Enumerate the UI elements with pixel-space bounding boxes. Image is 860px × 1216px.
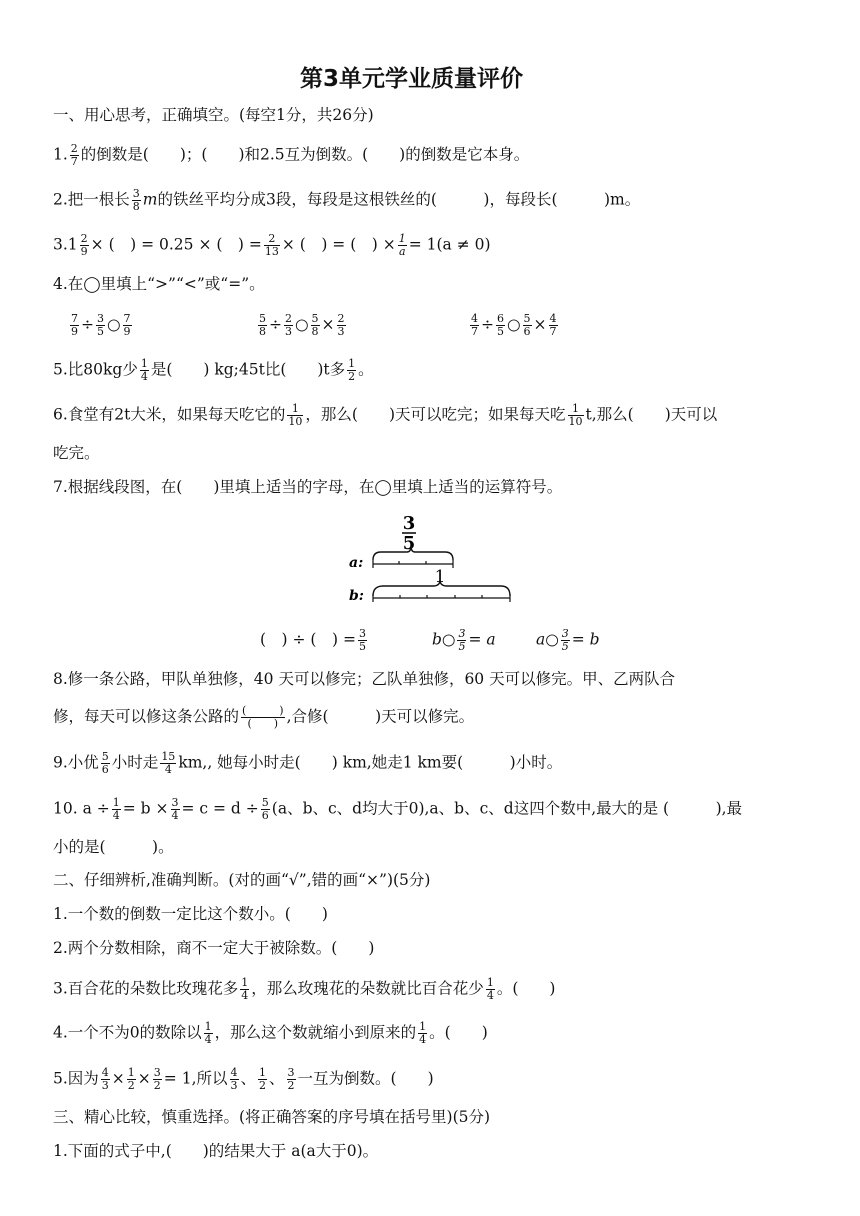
question-1-5: 5.比80kg少 $\frac{1}{4}$ 是( ) kg;45t比( )t多 $\frac{1}{2}$ 。 bbox=[53, 357, 374, 383]
section-2-heading: 二、仔细辨析,准确判断。(对的画“√”,错的画“×”)(5分) bbox=[53, 871, 431, 889]
question-1-7: 7.根据线段图，在( )里填上适当的字母，在◯里填上适当的运算符号。 bbox=[53, 478, 563, 496]
compare-item-c: $\frac{4}{7}$ ÷ $\frac{6}{5}$ ○ $\frac{5}{6}$ × $\frac{4}{7}$ bbox=[471, 312, 557, 338]
question-2-3: 3.百合花的朵数比玫瑰花多 $\frac{1}{4}$ ，那么玫瑰花的朵数就比百合花少 $\frac{1}{4}$ 。( ) bbox=[53, 976, 556, 1002]
page-title: 第3单元学业质量评价 bbox=[300, 66, 524, 92]
diagram-label-b: b: bbox=[349, 588, 364, 604]
line-segment-diagram bbox=[345, 512, 515, 612]
q7-equation-2: b○ $\frac{3}{5}$ = a bbox=[432, 627, 496, 653]
question-1-2: 2.把一根长 $\frac{3}{8}$ m的铁丝平均分成3段，每段是这根铁丝的( )，每段长( )m。 bbox=[53, 187, 641, 213]
section-1-heading: 一、用心思考，正确填空。(每空1分，共26分) bbox=[53, 106, 374, 124]
segment-b bbox=[373, 594, 510, 602]
question-1-6-cont: 吃完。 bbox=[53, 444, 100, 462]
question-1-1: 1. $\frac{2}{7}$ 的倒数是( )；( )和2.5互为倒数。( )的倒数是它本身。 bbox=[53, 142, 530, 168]
diagram-fraction-num: 3 bbox=[402, 513, 416, 534]
question-1-3: 3.1 $\frac{2}{9}$ × ( ) = 0.25 × ( ) = $\frac{2}{13}$ × ( ) = ( ) × $\frac{1}{a}$ = 1(a ≠ 0) bbox=[53, 232, 491, 258]
compare-item-a: $\frac{7}{9}$ ÷ $\frac{3}{5}$ ○ $\frac{7}{9}$ bbox=[71, 312, 131, 338]
compare-circle: ○ bbox=[295, 315, 309, 334]
fraction: $\frac{2}{7}$ bbox=[70, 142, 78, 168]
question-3-1: 1.下面的式子中,( )的结果大于 a(a大于0)。 bbox=[53, 1142, 379, 1160]
question-1-8: 8.修一条公路，甲队单独修，40 天可以修完；乙队单独修，60 天可以修完。甲、乙两队合 bbox=[53, 670, 676, 688]
q7-equation-1: ( ) ÷ ( ) = $\frac{3}{5}$ bbox=[260, 627, 366, 653]
question-1-9: 9.小优 $\frac{5}{6}$ 小时走 $\frac{15}{4}$ km,, 她每小时走( ) km,她走1 km要( )小时。 bbox=[53, 750, 563, 776]
compare-circle: ○ bbox=[107, 315, 121, 334]
question-1-10-cont: 小的是( )。 bbox=[53, 838, 174, 856]
question-2-2: 2.两个分数相除，商不一定大于被除数。( ) bbox=[53, 939, 375, 957]
question-1-4: 4.在◯里填上“>”“<”或“=”。 bbox=[53, 275, 265, 293]
q7-equation-3: a○ $\frac{3}{5}$ = b bbox=[536, 627, 600, 653]
diagram-label-a: a: bbox=[349, 555, 364, 571]
question-2-4: 4.一个不为0的数除以 $\frac{1}{4}$ ，那么这个数就缩小到原来的 $\frac{1}{4}$ 。( ) bbox=[53, 1020, 488, 1046]
compare-circle: ○ bbox=[507, 315, 521, 334]
question-1-8-cont: 修，每天可以修这条公路的 $\frac{( )}{( )}$ ,合修( )天可以修完。 bbox=[53, 704, 475, 730]
question-2-5: 5.因为 $\frac{4}{3}$ × $\frac{1}{2}$ × $\frac{3}{2}$ = 1,所以 $\frac{4}{3}$ 、 $\frac{1}{2}$ 、 $\frac{3}{2}$ 一互为倒数。( ) bbox=[53, 1066, 434, 1092]
question-2-1: 1.一个数的倒数一定比这个数小。( ) bbox=[53, 905, 328, 923]
compare-item-b: $\frac{5}{8}$ ÷ $\frac{2}{3}$ ○ $\frac{5}{8}$ × $\frac{2}{3}$ bbox=[259, 312, 345, 338]
diagram-one-label: 1 bbox=[434, 567, 446, 587]
question-1-6: 6.食堂有2t大米，如果每天吃它的 $\frac{1}{10}$ ，那么( )天可以吃完；如果每天吃 $\frac{1}{10}$ t,那么( )天可以 bbox=[53, 402, 718, 428]
diagram-fraction-den: 5 bbox=[402, 533, 416, 554]
question-1-10: 10. a ÷ $\frac{1}{4}$ = b × $\frac{3}{4}$ = c = d ÷ $\frac{5}{6}$ (a、b、c、d均大于0),a、b、c、d这四个数中,最大的是 ( ),最 bbox=[53, 796, 743, 822]
section-3-heading: 三、精心比较，慎重选择。(将正确答案的序号填在括号里)(5分) bbox=[53, 1108, 491, 1126]
